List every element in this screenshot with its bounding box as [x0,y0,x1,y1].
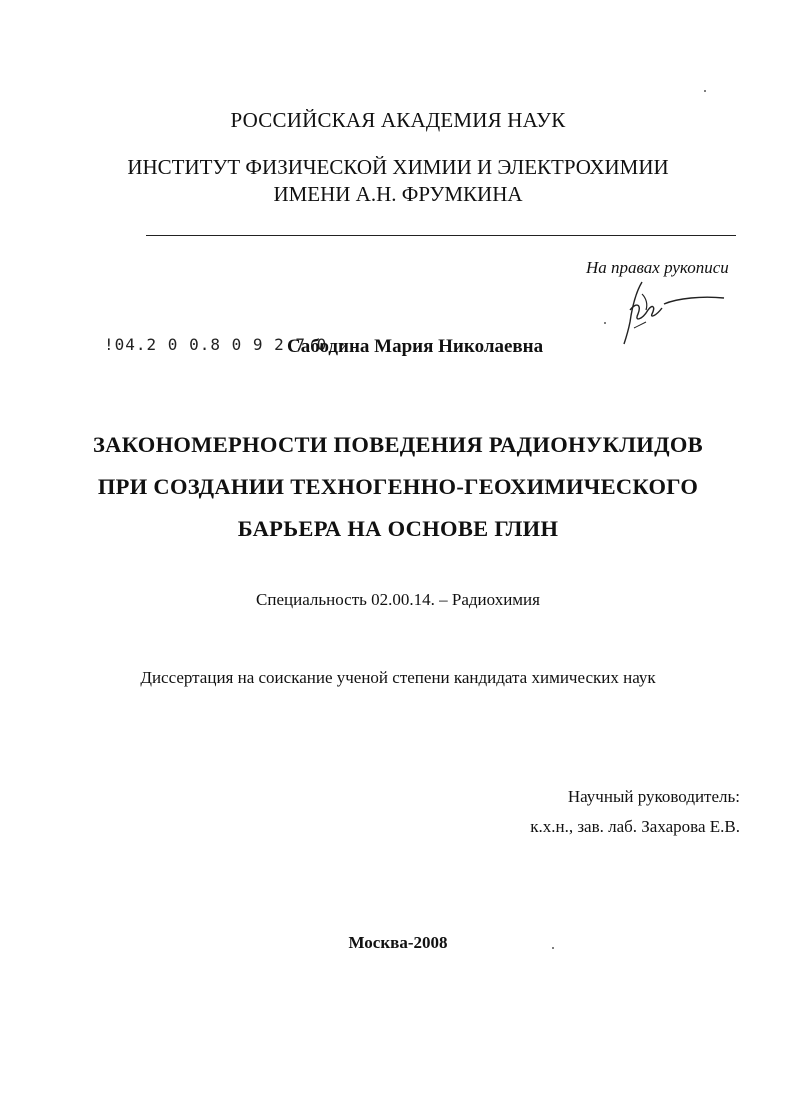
scan-speck [552,947,554,949]
header-divider [146,235,736,236]
supervisor-block [400,782,740,842]
institute-name [0,154,796,208]
handwritten-signature [612,280,732,350]
dissertation-degree: Диссертация на соискание ученой степени кандидата химических наук [140,668,656,687]
title-line-3: БАРЬЕРА НА ОСНОВЕ ГЛИН [237,516,559,541]
manuscript-note: На правах рукописи [586,258,729,277]
institute-line-2: ИМЕНИ А.Н. ФРУМКИНА [273,182,523,206]
title-line-1: ЗАКОНОМЕРНОСТИ ПОВЕДЕНИЯ РАДИОНУКЛИДОВ [93,432,703,457]
academy-name: РОССИЙСКАЯ АКАДЕМИЯ НАУК [230,108,566,132]
supervisor-name: к.х.н., зав. лаб. Захарова Е.В. [530,817,740,836]
title-line-2: ПРИ СОЗДАНИИ ТЕХНОГЕННО-ГЕОХИМИЧЕСКОГО [97,474,699,499]
specialty: Специальность 02.00.14. – Радиохимия [256,590,540,609]
author-name: Сабодина Мария Николаевна [287,336,544,357]
catalog-code: !04.2 0 0.8 0 9 2 7 0 · [104,335,349,354]
city-year: Москва-2008 [348,933,448,952]
scan-speck [604,322,606,324]
dissertation-title [0,424,796,550]
institute-line-1: ИНСТИТУТ ФИЗИЧЕСКОЙ ХИМИИ И ЭЛЕКТРОХИМИИ [127,155,669,179]
supervisor-label: Научный руководитель: [567,787,740,806]
scan-speck [704,90,706,92]
